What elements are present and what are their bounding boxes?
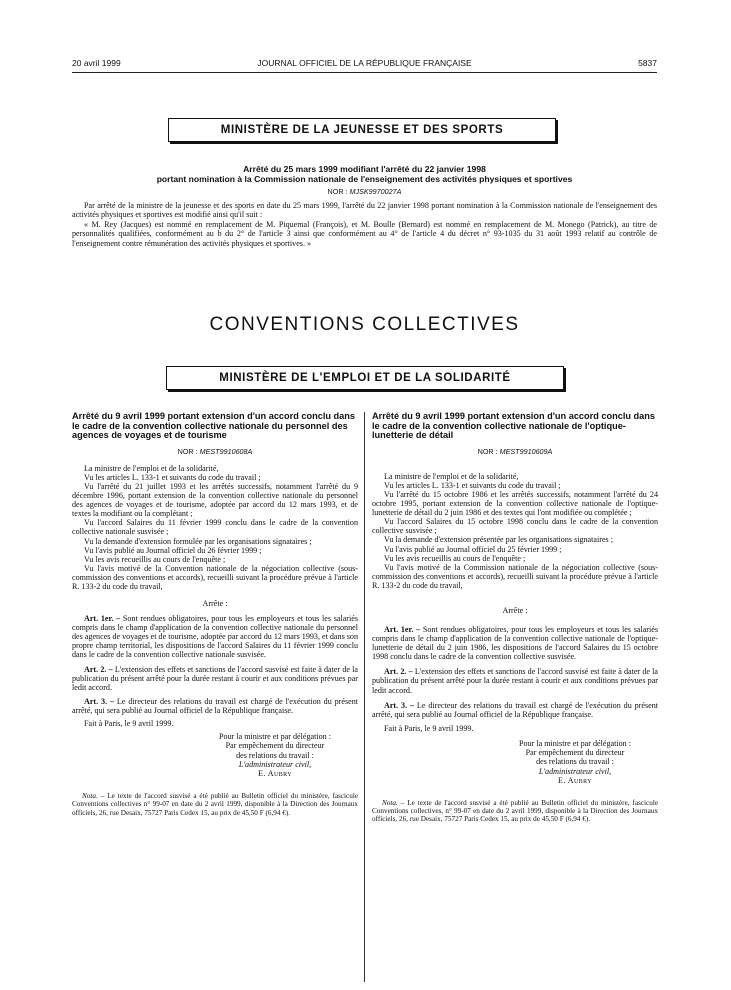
decree-paragraph: Par arrêté de la ministre de la jeunesse et des sports en date du 25 mars 1999, l'arrêté du 22 janvier 1998 portant nomination à la Commission nationale de l'enseignement des activités physiques et sportives est modifié ainsi qu'il suit :: [72, 201, 657, 220]
article-label: Art. 1er. –: [384, 625, 421, 634]
nor-value: MJSK9970027A: [349, 187, 402, 196]
nota-label: Nota. –: [382, 798, 405, 807]
signature-line: Par empêchement du directeur: [225, 741, 325, 751]
ministry-title: MINISTÈRE DE L'EMPLOI ET DE LA SOLIDARITÉ: [219, 372, 511, 384]
arrete-label: Arrête :: [502, 606, 528, 615]
visa-line: La ministre de l'emploi et de la solidarité,: [84, 463, 219, 473]
signature-block: [492, 739, 658, 785]
decree-title-line2: portant nomination à la Commission nationale de l'enseignement des activités physiques et sportives: [156, 174, 573, 184]
visa-line: Vu l'accord Salaires du 15 octobre 1998 conclu dans le cadre de la convention collective susvisée ;: [372, 517, 658, 536]
nota-block: [72, 792, 358, 817]
signature-line: L'administrateur civil,: [238, 759, 312, 769]
article-1: [72, 614, 358, 659]
article-text: Le directeur des relations du travail est chargé de l'exécution du présent arrêté, qui sera publié au Journal officiel de la République française.: [72, 696, 358, 715]
nota-text: Le texte de l'accord susvisé a été publié au Bulletin officiel du ministère, fascicule Conventions collectives n° 99-07 en date du 2 avril 1999, disponible à la Direction des Journaux officiels, 26, rue Desaix, 75727 Paris Cedex 15, au prix de 45,50 F (6,94 €).: [72, 792, 359, 817]
visa-line: Vu la demande d'extension formulée par les organisations signataires ;: [84, 536, 312, 546]
nor-reference: [372, 447, 658, 456]
articles-block: [372, 625, 658, 733]
decree-title-1: [72, 164, 657, 184]
visa-line: Vu l'avis publié au Journal officiel du 26 février 1999 ;: [84, 545, 262, 555]
article-text: L'extension des effets et sanctions de l'accord susvisé est faite à dater de la publication du présent arrêté pour la durée restant à courir et aux conditions prévues par ledit accord.: [372, 667, 658, 695]
visa-line: La ministre de l'emploi et de la solidarité,: [384, 471, 519, 481]
nor-reference-1: [72, 187, 657, 196]
article-text: Sont rendues obligatoires, pour tous les employeurs et tous les salariés compris dans le champ d'application de la convention collective nationale du personnel des agences de voyages et de tourisme, adoptée par accord du 12 mars 1993, et dans son propre champ territorial, les dispositions de l'accord Salaires du 11 février 1999 conclu dans le cadre de la convention collective nationale susvisée.: [72, 614, 358, 660]
ministry-title: MINISTÈRE DE LA JEUNESSE ET DES SPORTS: [220, 124, 504, 136]
visa-line: Vu les avis recueillis au cours de l'enquête ;: [84, 554, 226, 564]
article-label: Art. 1er. –: [84, 614, 121, 624]
nota-text: Le texte de l'accord susvisé a été publié au Bulletin officiel du ministère, fascicule Conventions collectives, n° 99-07 en date du 2 avril 1999, disponible à la Direction des Journaux officiels, 26, rue Desaix, 75727 Paris Cedex 15, au prix de 45,50 F (6,94 €).: [372, 798, 659, 824]
fait-a-paris: Fait à Paris, le 9 avril 1999.: [384, 723, 474, 733]
visa-line: Vu l'arrêté du 21 juillet 1993 et les arrêtés successifs, notamment l'arrêté du 9 décembre 1996, portant extension de la convention collective nationale du personnel des agences de voyages et de tourisme, adoptée par accord du 12 mars 1993, et de textes la modifiant ou la complétant ;: [72, 481, 358, 519]
ministry-box-jeunesse: [168, 118, 556, 142]
signature-line: Pour la ministre et par délégation :: [219, 732, 331, 742]
visa-line: Vu la demande d'extension présentée par les organisations signataires ;: [384, 535, 613, 545]
article-label: Art. 2. –: [84, 664, 113, 674]
fait-a-paris: Fait à Paris, le 9 avril 1999.: [84, 719, 174, 729]
visa-line: Vu l'avis motivé de la Commission nationale de la négociation collective (sous-commission des conventions et accords), recueilli suivant la procédure prévue à l'article R. 133-2 du code du travail,: [372, 562, 658, 590]
header-rule: [72, 72, 657, 73]
article-2: [372, 667, 658, 694]
article-label: Art. 2. –: [384, 667, 413, 677]
nor-label: NOR :: [177, 446, 198, 456]
signatory-name: E. Aubry: [558, 775, 592, 785]
article-text: Sont rendues obligatoires, pour tous les employeurs et tous les salariés compris dans le champ d'application de la convention collective nationale de l'optique-lunetterie de détail du 2 juin 1986, les dispositions de l'accord Salaires du 15 octobre 1998 conclu dans le cadre de la convention collective susvisée.: [372, 625, 658, 662]
visa-line: Vu les articles L. 133-1 et suivants du code du travail ;: [384, 480, 561, 490]
ministry-box-emploi: [166, 366, 564, 390]
visa-line: Vu l'avis motivé de la Convention nationale de la négociation collective (sous-commission des conventions et accords), recueilli suivant la procédure prévue à l'article R. 133-2 du code du travail,: [72, 563, 358, 591]
signatory-name: E. Aubry: [258, 768, 292, 778]
articles-block: [72, 614, 358, 728]
column-left: [72, 412, 358, 817]
decree-title: Arrêté du 9 avril 1999 portant extension d'un accord conclu dans le cadre de la convention collective nationale de l'optique-lunetterie de détail: [372, 411, 655, 441]
article-3: [72, 697, 358, 715]
header-journal-title: JOURNAL OFFICIEL DE LA RÉPUBLIQUE FRANÇAISE: [257, 58, 472, 68]
article-1: [372, 625, 658, 661]
nota-block: [372, 799, 658, 824]
visa-line: Vu les avis recueillis au cours de l'enquête ;: [384, 553, 526, 563]
article-text: Le directeur des relations du travail est chargé de l'exécution du présent arrêté, qui sera publié au Journal officiel de la République française.: [372, 700, 658, 719]
signature-block: [192, 732, 358, 778]
nor-label: NOR :: [327, 187, 348, 196]
visa-line: Vu l'accord Salaires du 11 février 1999 conclu dans le cadre de la convention collective nationale susvisée ;: [72, 518, 358, 537]
nor-label: NOR :: [477, 446, 498, 456]
decree-title-line1: Arrêté du 25 mars 1999 modifiant l'arrêté du 22 janvier 1998: [243, 164, 486, 174]
column-divider: [364, 412, 365, 982]
visas-block: [372, 472, 658, 590]
signature-line: des relations du travail :: [536, 757, 614, 767]
decree-paragraph: « M. Rey (Jacques) est nommé en remplacement de M. Piquemal (François), et M. Boulle (Bernard) est nommé en remplacement de M. Monego (Patrick), au titre de personnalités qualifiées, conformément au b du 2° de l'article 3 ainsi que conformément au 4° de l'article 4 du décret n° 93-1035 du 31 août 1993 relatif au contrôle de l'enseignement contre rémunération des activités physiques et sportives. »: [72, 219, 657, 248]
header-date: 20 avril 1999: [72, 58, 121, 68]
visa-line: Vu les articles L. 133-1 et suivants du code du travail ;: [84, 472, 261, 482]
signature-line: Par empêchement du directeur: [525, 748, 625, 758]
article-text: L'extension des effets et sanctions de l'accord susvisé est faite à dater de la publication du présent arrêté pour la durée restant à courir et aux conditions prévues par ledit accord.: [72, 664, 358, 692]
article-2: [72, 665, 358, 692]
section-heading-conventions: CONVENTIONS COLLECTIVES: [209, 314, 520, 335]
header-page-number: 5837: [638, 58, 657, 68]
article-label: Art. 3. –: [384, 700, 415, 710]
nor-value: MEST9910609A: [499, 446, 553, 456]
signature-line: des relations du travail :: [236, 750, 314, 760]
visas-block: [72, 464, 358, 591]
signature-line: Pour la ministre et par délégation :: [519, 738, 631, 748]
nota-label: Nota. –: [82, 792, 105, 801]
arrete-label: Arrête :: [202, 599, 228, 609]
column-right: [372, 412, 658, 824]
nor-reference: [72, 447, 358, 456]
visa-line: Vu l'arrêté du 15 octobre 1986 et les arrêtés successifs, notamment l'arrêté du 24 octobre 1995, portant extension de la convention collective nationale de l'optique-lunetterie de détail du 2 juin 1986 et des textes qui l'ont modifiée ou complétée ;: [372, 489, 658, 518]
decree-title: Arrêté du 9 avril 1999 portant extension d'un accord conclu dans le cadre de la convention collective nationale du personnel des agences de voyages et de tourisme: [72, 411, 355, 441]
running-header: [72, 58, 657, 72]
visa-line: Vu l'avis publié au Journal officiel du 25 février 1999 ;: [384, 544, 562, 554]
nor-value: MEST9910608A: [199, 446, 253, 456]
decree-body-1: [72, 201, 657, 248]
article-label: Art. 3. –: [84, 696, 115, 706]
article-3: [372, 701, 658, 719]
signature-line: L'administrateur civil,: [538, 766, 612, 776]
